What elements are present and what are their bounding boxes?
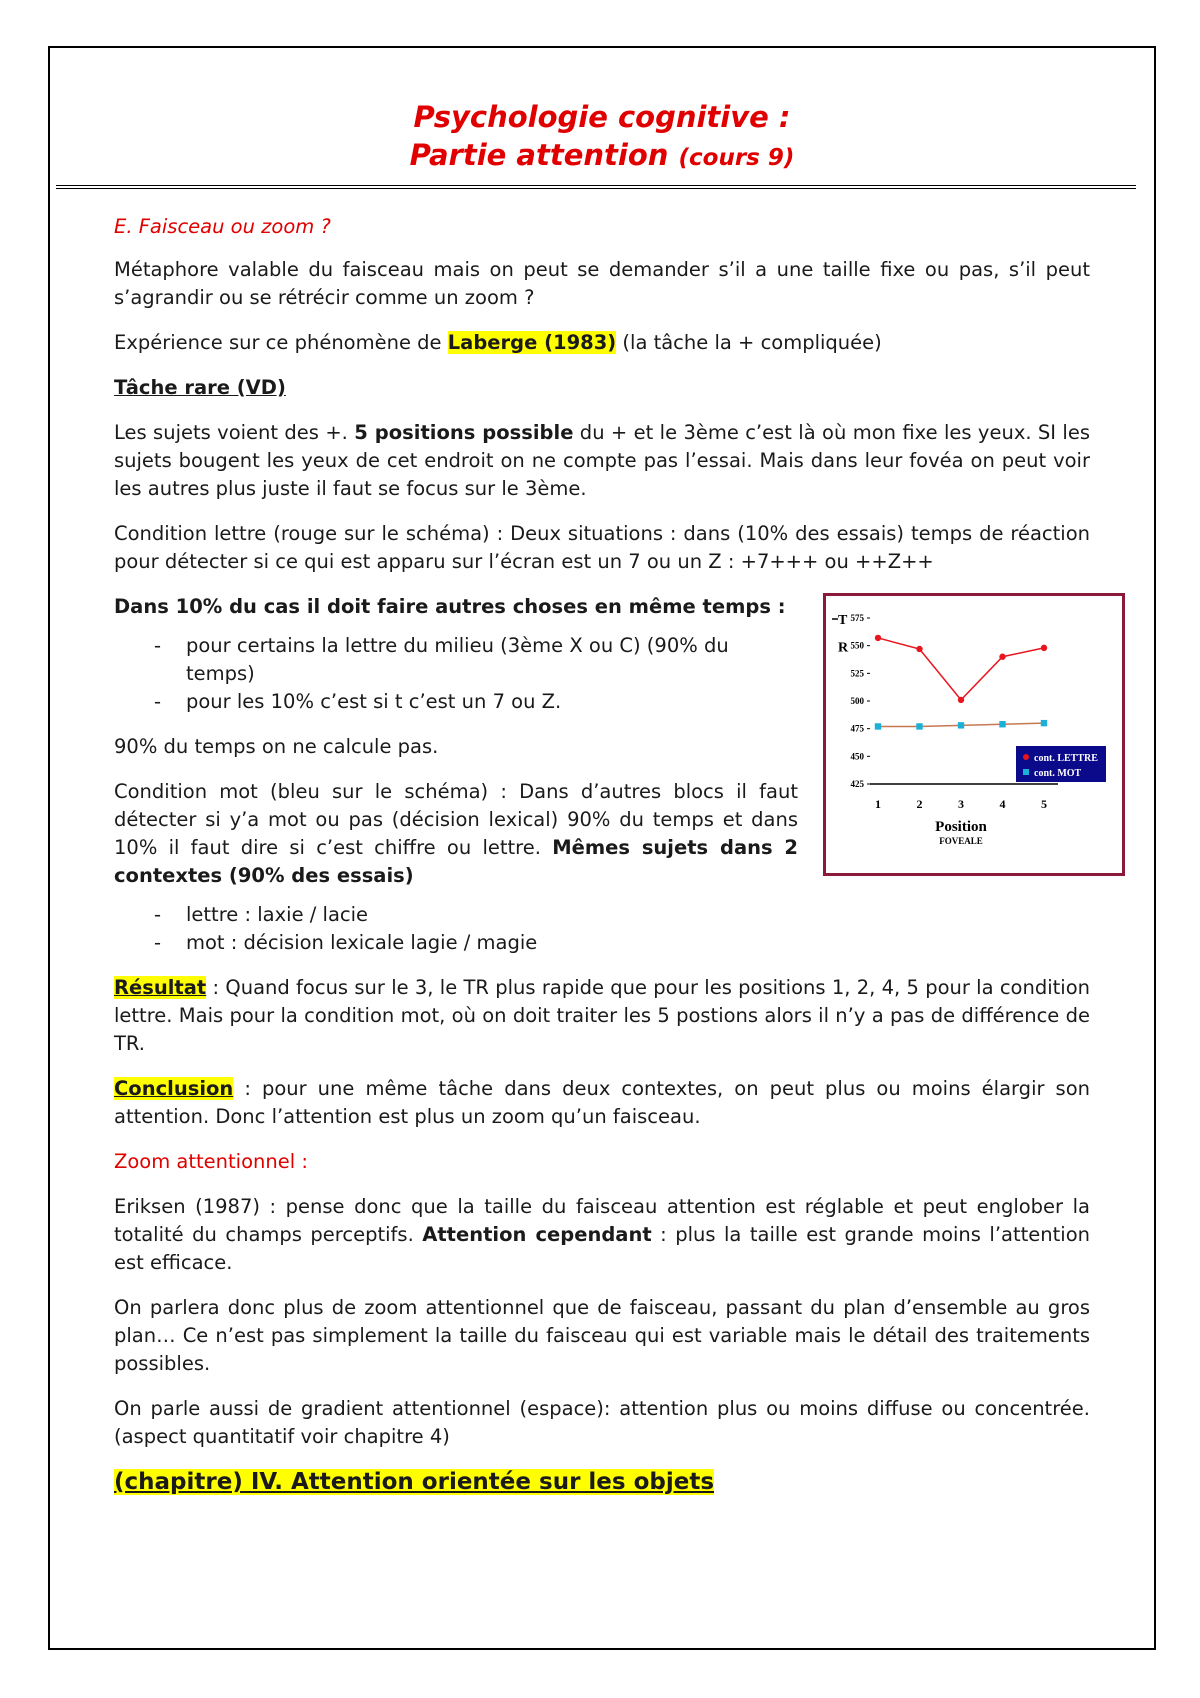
paragraph-metaphor: Métaphore valable du faisceau mais on peut se demander s’il a une taille fixe ou pas, s’il peut s’agrandir ou se rétrécir comme un zoom ? [114, 258, 1090, 309]
list-item: - pour certains la lettre du milieu (3ème X ou C) (90% du temps) [114, 632, 798, 688]
paragraph-conclusion: Conclusion : pour une même tâche dans deux contextes, on peut plus ou moins élargir son attention. Donc l’attention est plus un zoom qu’un faisceau. [114, 1077, 1090, 1128]
paragraph-word-condition: Condition mot (bleu sur le schéma) : Dans d’autres blocs il faut détecter si y’a mot ou pas (décision lexical) 90% du temps et dans 10% il faut dire si c’est chiffre ou lettre. Mêmes sujets dans 2 contextes (90% des essais) [114, 780, 798, 887]
result-label: Résultat [114, 976, 207, 999]
y-tick-label: 450 [850, 751, 864, 762]
list-item: - mot : décision lexicale lagie / magie [114, 929, 1090, 957]
paragraph-laberge: Expérience sur ce phénomène de Laberge (1983) (la tâche la + compliquée) [114, 331, 882, 354]
series-line [878, 638, 1044, 700]
data-point-letter [1041, 645, 1047, 651]
laberge-highlight: Laberge (1983) [447, 331, 617, 354]
chart-section [114, 593, 1098, 890]
title-line-2: Partie attention [409, 138, 669, 172]
list-examples [114, 901, 1090, 957]
x-tick-label: 1 [875, 797, 881, 811]
data-point-word [958, 722, 964, 728]
paragraph-result: Résultat : Quand focus sur le 3, le TR plus rapide que pour les positions 1, 2, 4, 5 pour la condition lettre. Mais pour la condition mot, où on doit traiter les 5 postions alors il n’y a pas de différence de TR. [114, 976, 1090, 1055]
tr-position-chart [823, 593, 1125, 876]
legend-marker-letter [1023, 754, 1029, 760]
title-course-number: (cours 9) [678, 145, 795, 171]
data-point-word [1041, 720, 1047, 726]
x-axis-label: Position [935, 819, 987, 835]
paragraph-ten-percent: Dans 10% du cas il doit faire autres choses en même temps : [114, 595, 786, 618]
list-tasks [114, 632, 798, 716]
y-tick-label: 575 [850, 613, 864, 623]
paragraph-ninety-percent: 90% du temps on ne calcule pas. [114, 735, 439, 758]
y-tick-label: 475 [850, 723, 864, 734]
paragraph-gradient: On parle aussi de gradient attentionnel (espace): attention plus ou moins diffuse ou concentrée. (aspect quantitatif voir chapitre 4) [114, 1397, 1090, 1448]
data-point-letter [916, 646, 922, 652]
paragraph-zoom: On parlera donc plus de zoom attentionnel que de faisceau, passant du plan d’ensemble au gros plan… Ce n’est pas simplement la taille du faisceau qui est variable mais le détail des traitements possibles. [114, 1296, 1090, 1375]
legend-label-letter: cont. LETTRE [1034, 753, 1098, 764]
data-point-letter [875, 635, 881, 641]
list-item: - pour les 10% c’est si t c’est un 7 ou Z. [114, 688, 798, 716]
x-tick-label: 4 [999, 797, 1006, 811]
paragraph-eriksen: Eriksen (1987) : pense donc que la taille du faisceau attention est réglable et peut englober la totalité du champs perceptifs. Attention cependant : plus la taille est grande moins l’attention est efficace. [114, 1195, 1090, 1274]
data-point-word [875, 723, 881, 729]
paragraph-positions: Les sujets voient des +. 5 positions possible du + et le 3ème c’est là où mon fixe les yeux. SI les sujets bougent les yeux de cet endroit on ne compte pas l’essai. Mais dans leur fovéa on peut voir les autres plus juste il faut se focus sur le 3ème. [114, 421, 1091, 500]
chart-svg [826, 596, 1122, 873]
y-axis-label: R [838, 640, 849, 656]
y-axis-label: T [838, 613, 848, 628]
data-point-letter [999, 654, 1005, 660]
x-axis-sublabel: FOVEALE [939, 836, 983, 846]
title-divider [114, 185, 1090, 191]
task-heading: Tâche rare (VD) [114, 376, 286, 399]
x-tick-label: 2 [916, 797, 923, 811]
document-body [114, 98, 1098, 1513]
section-e-heading: E. Faisceau ou zoom ? [114, 215, 331, 238]
list-item: - lettre : laxie / lacie [114, 901, 1090, 929]
data-point-word [916, 723, 922, 729]
y-tick-label: 425 [850, 779, 864, 789]
title-line-1: Psychologie cognitive : [413, 100, 791, 134]
zoom-heading: Zoom attentionnel : [114, 1150, 308, 1173]
x-tick-label: 3 [958, 797, 964, 811]
chapter-heading: (chapitre) IV. Attention orientée sur les objets [114, 1469, 715, 1495]
conclusion-label: Conclusion [114, 1077, 234, 1100]
y-tick-label: 550 [850, 640, 864, 651]
data-point-word [999, 721, 1005, 727]
document-title [114, 98, 1090, 177]
data-point-letter [958, 697, 964, 703]
y-tick-label: 500 [850, 696, 864, 706]
legend-marker-word [1023, 769, 1029, 775]
y-tick-label: 525 [850, 668, 864, 679]
paragraph-letter-condition: Condition lettre (rouge sur le schéma) : Deux situations : dans (10% des essais) temps de réaction pour détecter si ce qui est apparu sur l’écran est un 7 ou un Z : +7+++ ou ++Z++ [114, 522, 1090, 573]
x-tick-label: 5 [1041, 797, 1047, 811]
legend-label-word: cont. MOT [1034, 768, 1082, 779]
